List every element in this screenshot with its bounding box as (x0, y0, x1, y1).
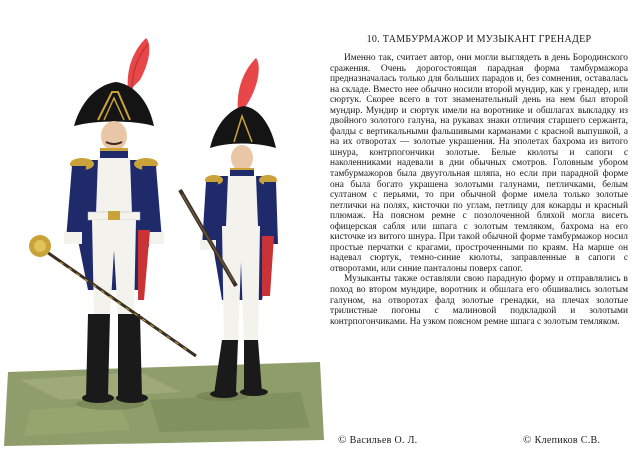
artist-credit (523, 434, 600, 446)
paragraph-drum-major: Именно так, считает автор, они могли выглядеть в день Бородинского сражения. Очень дорогостоящая парадная форма тамбурмажора предназначалась только для больших парадов и, без сомнения, оставалась на складе. Вместо нее обычно носили второй мундир, как у гренадер, или сюртук. Скорее всего в тот знаменательный день на нем был второй мундир. Мундир и сюртук имели на воротнике и обшлагах выкладку из двойного золотого галуна, на рукавах знаки отличия старшего сержанта, фалды с вертикальными фальшивыми карманами с красной выпушкой, а на их отворотах — золотые украшения. На эполетах бахрома из витого шнура, контрпогончики золотые. Белые кюлоты и сапоги с наколенниками надевали в дни обычных смотров. Головным убором тамбурмажоров была двуугольная шляпа, но если при парадной форме она была богато украшена золотыми галунами, петличками, белым султаном с перьями, то при обычной форме имела только золотые петлички на полях, кисточки по углам, петлицу для кокарды и красный плюмаж. На поясном ремне с позолоченной бляхой могла висеть офицерская сабля или шпага с золотым темляком, бахрома на его кисточке из витого шнура. При такой обычной форме тамбурмажор носил простые перчатки с крагами, простроченными по краям. На марше он надевал сюртук, темно-синие кюлоты, заправленные в сапоги с отворотами, или синие панталоны поверх сапог. (330, 53, 628, 274)
plate-text (330, 34, 628, 434)
author-credit (338, 434, 418, 446)
paragraph-musicians: Музыканты также оставляли свою парадную форму и отправлялись в поход во втором мундире, воротник и обшлага его обшивались золотым галуном, на отворотах фалд золотые гренадки, на плечах золотые трилистные погоны с малиновой подкладкой и золотыми контрпогончиками. На узком поясном ремне шпага с золотым темляком. (330, 274, 628, 327)
musician-figure (180, 58, 278, 398)
copyright-mark: © (338, 434, 347, 446)
plate-body (330, 53, 628, 327)
ground (4, 362, 324, 446)
drum-major-figure (29, 38, 196, 403)
artist-name: Клепиков С.В. (534, 435, 601, 446)
plate-title: 10. ТАМБУРМАЖОР И МУЗЫКАНТ ГРЕНАДЕР (366, 34, 592, 45)
copyright-mark: © (523, 434, 532, 446)
author-name: Васильев О. Л. (349, 435, 418, 446)
